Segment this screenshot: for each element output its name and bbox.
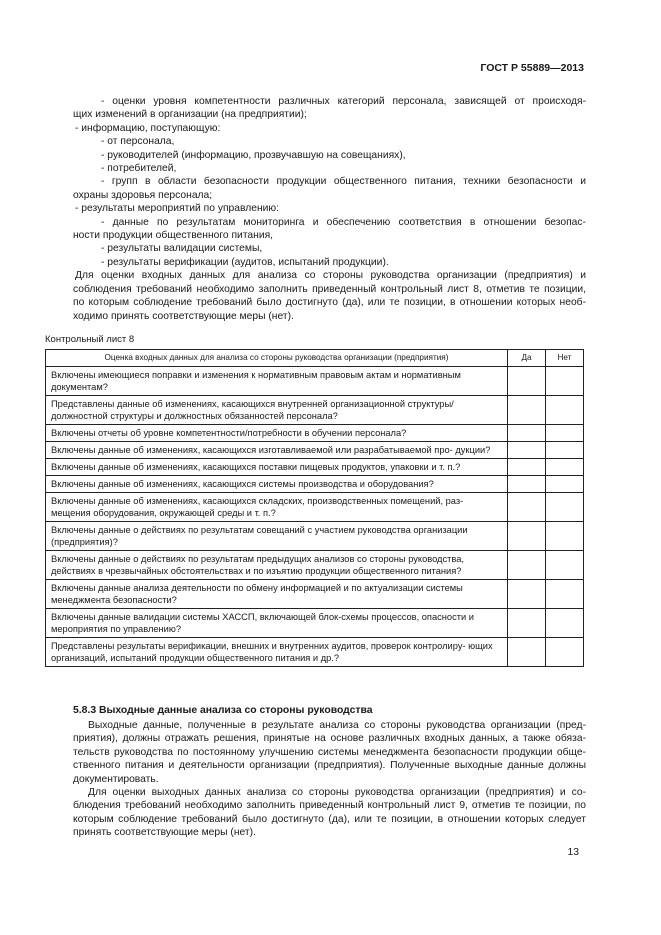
yes-cell[interactable] [508,459,546,476]
table-row [46,442,584,459]
intro-line: - потребителей, [101,163,177,175]
yes-cell[interactable] [508,425,546,442]
table-row [46,580,584,609]
section-line: документировать. [73,773,159,785]
table-row [46,425,584,442]
yes-cell[interactable] [508,580,546,609]
yes-cell[interactable] [508,442,546,459]
checklist-caption: Контрольный лист 8 [45,334,135,345]
row-criterion: Включены данные о действиях по результатам совещаний с участием руководства организации (предприятия)? [46,522,508,551]
intro-line: охраны здоровья персонала; [73,189,213,201]
col-header-criteria: Оценка входных данных для анализа со стороны руководства организации (предприятия) [46,350,508,367]
table-row [46,638,584,667]
section-line: Выходные данные, полученные в результате анализа со стороны руководства организации (пред- [88,720,586,731]
table-row [46,367,584,396]
section-line: тельств руководства по постоянному улучшению системы менеджмента безопасности продукции обще- [73,746,586,758]
yes-cell[interactable] [508,493,546,522]
section-line: Для оценки выходных данных анализа со стороны руководства организации (предприятия) и со- [88,787,586,799]
intro-line: ходимо принять соответствующие меры (нет). [73,310,294,322]
row-criterion: Включены данные об изменениях, касающихся поставки пищевых продуктов, упаковки и т. п.? [46,459,508,476]
no-cell[interactable] [546,442,584,459]
page-number: 13 [567,847,579,858]
section-line: принять соответствующие меры (нет). [73,827,256,839]
row-criterion: Включены отчеты об уровне компетентности/потребности в обучении персонала? [46,425,508,442]
row-criterion: Включены данные об изменениях, касающихся изготавливаемой или разрабатываемой про- дукции? [46,442,508,459]
table-row [46,476,584,493]
intro-line: - результаты мероприятий по управлению: [75,203,279,215]
row-criterion: Включены данные о действиях по результатам предыдущих анализов со стороны руководства, действиях в чрезвычайных обстоятельствах и по изъятию продукции общественного питания? [46,551,508,580]
no-cell[interactable] [546,459,584,476]
yes-cell[interactable] [508,396,546,425]
no-cell[interactable] [546,493,584,522]
no-cell[interactable] [546,396,584,425]
no-cell[interactable] [546,425,584,442]
document-header: ГОСТ Р 55889—2013 [480,62,584,74]
section-body [73,719,586,840]
section-line: блюдения требований необходимо заполнить приведенный контрольный лист 9, отметив те позиции, по [73,800,586,812]
intro-line: - руководителей (информацию, прозвучавшую на совещаниях), [101,149,406,161]
intro-line: - оценки уровня компетентности различных категорий персонала, зависящей от происходя- [101,96,586,107]
yes-cell[interactable] [508,551,546,580]
section-line: ственного питания и деятельности организации (предприятия). Полученные выходные данные должны [73,760,586,772]
no-cell[interactable] [546,367,584,396]
intro-line: - групп в области безопасности продукции общественного питания, техники безопасности и [101,176,586,188]
yes-cell[interactable] [508,367,546,396]
intro-line: - от персонала, [101,136,175,148]
no-cell[interactable] [546,476,584,493]
no-cell[interactable] [546,609,584,638]
section-line: приятия), должны отражать решения, принятые на основе различных входных данных, а также обяза- [73,733,586,745]
no-cell[interactable] [546,580,584,609]
section-line: которым соблюдение требований было достигнуто (да), или те позиции, в отношении которых следует [73,813,586,825]
yes-cell[interactable] [508,638,546,667]
no-cell[interactable] [546,638,584,667]
table-row [46,522,584,551]
intro-line: ности продукции общественного питания, [73,230,274,242]
section-heading: 5.8.3 Выходные данные анализа со стороны руководства [73,705,373,716]
row-criterion: Включены данные об изменениях, касающихся системы производства и оборудования? [46,476,508,493]
row-criterion: Включены данные валидации системы ХАССП, включающей блок-схемы процессов, опасности и мероприятия по управлению? [46,609,508,638]
table-row [46,459,584,476]
table-row [46,551,584,580]
intro-line: - данные по результатам мониторинга и обеспечению соответствия в отношении безопас- [101,216,586,228]
table-header-row [46,350,584,367]
intro-line: соблюдения требований необходимо заполнить приведенный контрольный лист 8, отметив те позиции, [73,283,586,295]
no-cell[interactable] [546,522,584,551]
intro-line: щих изменений в организации (на предприятии); [73,109,307,121]
row-criterion: Включены данные анализа деятельности по обмену информацией и по актуализации системы менеджмента безопасности? [46,580,508,609]
table-row [46,396,584,425]
col-header-no: Нет [546,350,584,367]
row-criterion: Включены имеющиеся поправки и изменения к нормативным правовым актам и нормативным документам? [46,367,508,396]
yes-cell[interactable] [508,476,546,493]
table-row [46,493,584,522]
no-cell[interactable] [546,551,584,580]
intro-block [73,95,586,323]
intro-line: Для оценки входных данных для анализа со стороны руководства организации (предприятия) и [75,270,586,282]
intro-line: по которым соблюдение требований было достигнуто (да), или те позиции, в отношении которых необ- [73,297,586,309]
yes-cell[interactable] [508,609,546,638]
row-criterion: Включены данные об изменениях, касающихся складских, производственных помещений, раз- мещения оборудования, окружающей среды и т. п.? [46,493,508,522]
row-criterion: Представлены данные об изменениях, касающихся внутренней организационной структуры/ должностной структуры и должностных обязанностей персонала? [46,396,508,425]
row-criterion: Представлены результаты верификации, внешних и внутренних аудитов, проверок контролиру- ющих организаций, испытаний продукции общественного питания и др.? [46,638,508,667]
col-header-yes: Да [508,350,546,367]
yes-cell[interactable] [508,522,546,551]
intro-line: - результаты валидации системы, [101,243,263,255]
table-row [46,609,584,638]
intro-line: - результаты верификации (аудитов, испытаний продукции). [101,256,389,268]
checklist-table [45,349,584,667]
intro-line: - информацию, поступающую: [75,122,221,134]
